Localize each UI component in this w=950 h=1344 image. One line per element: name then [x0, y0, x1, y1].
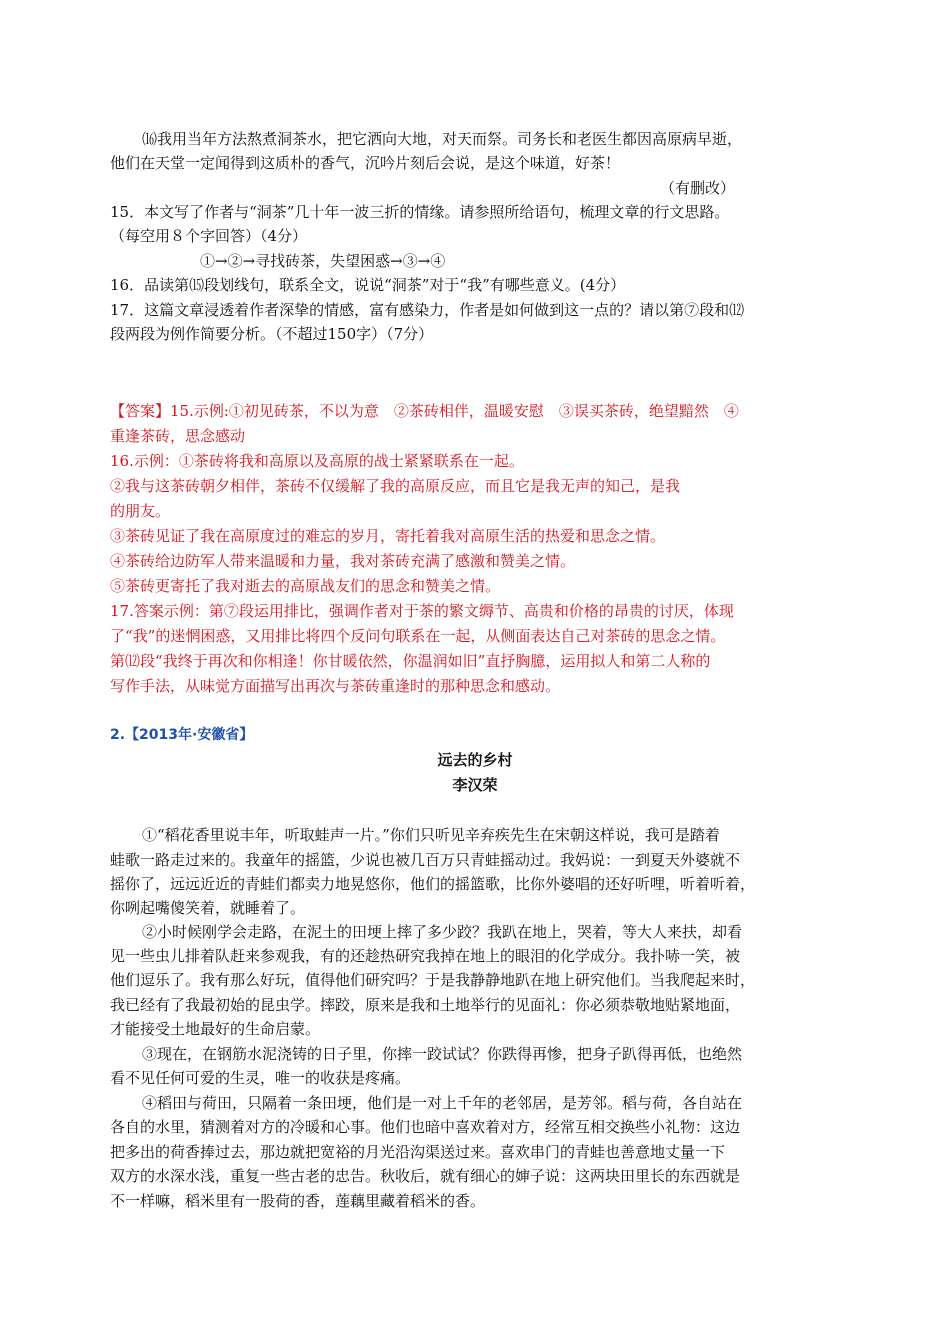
answer-15-line-2: 重逢茶砖，思念感动	[110, 427, 246, 445]
essay-p2-line-4: 我已经有了我最初始的昆虫学。摔跤，原来是我和土地举行的见面礼：你必须恭敬地贴紧地面，	[110, 996, 741, 1014]
essay-p4-line-2: 各自的水里，猜测着对方的冷暖和心事。他们也暗中喜欢着对方，经常互相交换些小礼物：这边	[110, 1118, 741, 1136]
question-17-line-2: 段两段为例作简要分析。（不超过150字）（7分）	[110, 325, 434, 343]
essay-p4-line-4: 双方的水深水浅，重复一些古老的忠告。秋收后，就有细心的婶子说：这两块田里长的东西就是	[110, 1167, 741, 1185]
answer-17-line-1: 17.答案示例：第⑦段运用排比，强调作者对于茶的繁文缛节、高贵和价格的昂贵的讨厌，体现	[110, 602, 734, 620]
section-2-header: 2.【2013年·安徽省】	[110, 727, 254, 743]
essay-p2-line-1: ②小时候刚学会走路，在泥土的田埂上摔了多少跤？我趴在地上，哭着，等大人来扶，却看	[142, 923, 743, 941]
answer-16-line-6: ⑤茶砖更寄托了我对逝去的高原战友们的思念和赞美之情。	[110, 577, 501, 595]
question-15-line-1: 15．本文写了作者与“洞茶”几十年一波三折的情缘。请参照所给语句，梳理文章的行文思路。	[110, 203, 730, 221]
paragraph-16-line-1: ⒃我用当年方法熬煮洞茶水，把它洒向大地，对天而祭。司务长和老医生都因高原病早逝，	[142, 130, 743, 148]
essay-p2-line-3: 他们逗乐了。我有那么好玩，值得他们研究吗？于是我静静地趴在地上研究他们。当我爬起来时，	[110, 971, 756, 989]
answer-15-line-1: 【答案】15.示例:①初见砖茶，不以为意 ②茶砖相伴，温暖安慰 ③误买茶砖，绝望黯然 ④	[110, 402, 739, 420]
answer-16-line-1: 16.示例：①茶砖将我和高原以及高原的战士紧紧联系在一起。	[110, 452, 524, 470]
essay-author: 李汉荣	[452, 776, 498, 794]
essay-p4-line-1: ④稻田与荷田，只隔着一条田埂，他们是一对上千年的老邻居，是芳邻。稻与荷，各自站在	[142, 1094, 743, 1112]
answer-17-line-3: 第⑿段“我终于再次和你相逢！你甘暖依然，你温润如旧”直抒胸臆，运用拟人和第二人称的	[110, 652, 711, 670]
essay-p1-line-4: 你咧起嘴傻笑着，就睡着了。	[110, 899, 306, 917]
question-15-flow: ①→②→寻找砖茶，失望困惑→③→④	[200, 252, 446, 270]
question-15-line-2: （每空用８个字回答）（4分）	[110, 227, 308, 245]
answer-16-line-3: 的朋友。	[110, 502, 171, 520]
essay-p2-line-5: 才能接受土地最好的生命启蒙。	[110, 1020, 321, 1038]
answer-16-line-2: ②我与这茶砖朝夕相伴，茶砖不仅缓解了我的高原反应，而且它是我无声的知己，是我	[110, 477, 681, 495]
essay-p4-line-5: 不一样嘛，稻米里有一股荷的香，莲藕里藏着稻米的香。	[110, 1192, 486, 1210]
question-16: 16．品读第⒂段划线句，联系全文，说说“洞茶”对于“我”有哪些意义。(4分）	[110, 276, 626, 294]
essay-p1-line-2: 蛙歌一路走过来的。我童年的摇篮，少说也被几百万只青蛙摇动过。我妈说：一到夏天外婆就不	[110, 851, 741, 869]
essay-p3-line-2: 看不见任何可爱的生灵，唯一的收获是疼痛。	[110, 1069, 411, 1087]
question-17-line-1: 17．这篇文章浸透着作者深挚的情感，富有感染力，作者是如何做到这一点的？请以第⑦段和⑿	[110, 301, 745, 319]
answer-17-line-2: 了“我”的迷惘困惑，又用排比将四个反问句联系在一起，从侧面表达自己对茶砖的思念之情。	[110, 627, 726, 645]
essay-p1-line-1: ①“稻花香里说丰年，听取蛙声一片。”你们只听见辛弃疾先生在宋朝这样说，我可是踏着	[142, 826, 720, 844]
essay-title: 远去的乡村	[437, 751, 513, 769]
answer-17-line-4: 写作手法，从味觉方面描写出再次与茶砖重逢时的那种思念和感动。	[110, 677, 561, 695]
edit-note: （有删改）	[660, 179, 736, 197]
essay-p3-line-1: ③现在，在钢筋水泥浇铸的日子里，你摔一跤试试？你跌得再惨，把身子趴得再低，也绝然	[142, 1045, 743, 1063]
answer-16-line-4: ③茶砖见证了我在高原度过的难忘的岁月，寄托着我对高原生活的热爱和思念之情。	[110, 527, 666, 545]
essay-p1-line-3: 摇你了，远远近近的青蛙们都卖力地晃悠你，他们的摇篮歌，比你外婆唱的还好听哩，听着听着，	[110, 875, 756, 893]
essay-p4-line-3: 把多出的荷香捧过去，那边就把宽裕的月光沿沟渠送过来。喜欢串门的青蛙也善意地丈量一下	[110, 1143, 726, 1161]
essay-p2-line-2: 见一些虫儿排着队赶来参观我，有的还趁热研究我掉在地上的眼泪的化学成分。我扑哧一笑，被	[110, 947, 741, 965]
paragraph-16-line-2: 他们在天堂一定闻得到这质朴的香气，沉吟片刻后会说，是这个味道，好茶！	[110, 154, 621, 172]
answer-16-line-5: ④茶砖给边防军人带来温暖和力量，我对茶砖充满了感激和赞美之情。	[110, 552, 576, 570]
